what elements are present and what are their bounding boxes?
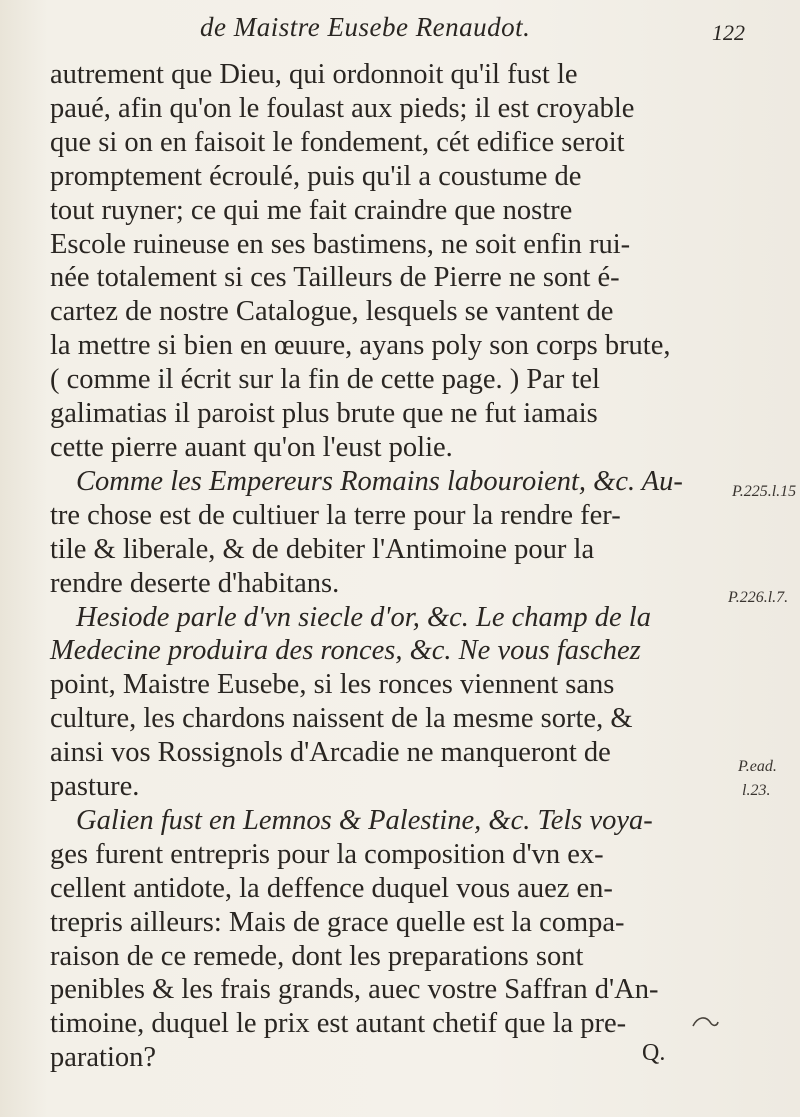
text-line: paration? <box>50 1042 157 1074</box>
text-line: que si on en faisoit le fondement, cét edifice seroit <box>50 126 625 158</box>
text-line: tout ruyner; ce qui me fait craindre que nostre <box>50 194 573 226</box>
catchword: Q. <box>642 1040 666 1066</box>
catchword-flourish-icon <box>690 1010 720 1034</box>
text-line: la mettre si bien en œuure, ayans poly son corps brute, <box>50 330 671 362</box>
text-line: rendre deserte d'habitans. <box>50 567 340 599</box>
text-line: point, Maistre Eusebe, si les ronces viennent sans <box>50 669 615 701</box>
text-line: pasture. <box>50 771 140 803</box>
margin-note: P.225.l.15 <box>732 483 797 500</box>
text-line: penibles & les frais grands, auec vostre Saffran d'An- <box>50 974 659 1006</box>
text-line: trepris ailleurs: Mais de grace quelle est la compa- <box>50 906 625 938</box>
text-line: ges furent entrepris pour la composition d'vn ex- <box>50 838 604 870</box>
text-line: ( comme il écrit sur la fin de cette page. ) Par tel <box>50 364 600 396</box>
text-line: cartez de nostre Catalogue, lesquels se vantent de <box>50 296 614 328</box>
text-line: cette pierre auant qu'on l'eust polie. <box>50 431 453 463</box>
text-line: timoine, duquel le prix est autant chetif que la pre- <box>50 1008 627 1040</box>
text-line: Escole ruineuse en ses bastimens, ne soit enfin rui- <box>50 228 631 260</box>
text-line: raison de ce remede, dont les preparations sont <box>50 940 584 972</box>
text-line: tile & liberale, & de debiter l'Antimoine pour la <box>50 533 595 565</box>
margin-note: l.23. <box>742 782 771 799</box>
margin-note: P.ead. <box>738 758 777 775</box>
text-line: culture, les chardons naissent de la mesme sorte, & <box>50 703 633 735</box>
text-line: paué, afin qu'on le foulast aux pieds; il est croyable <box>50 92 635 124</box>
margin-note: P.226.l.7. <box>728 589 789 606</box>
text-line: autrement que Dieu, qui ordonnoit qu'il fust le <box>50 59 578 90</box>
text-line: née totalement si ces Tailleurs de Pierre ne sont é- <box>50 262 620 294</box>
page-number: 122 <box>712 20 745 45</box>
text-line: tre chose est de cultiuer la terre pour la rendre fer- <box>50 499 621 531</box>
text-line: ainsi vos Rossignols d'Arcadie ne manqueront de <box>50 737 611 769</box>
text-line-quotation: Comme les Empereurs Romains labouroient, &c. Au- <box>76 465 683 497</box>
body-text <box>50 58 760 1075</box>
text-line-quotation: Galien fust en Lemnos & Palestine, &c. Tels voya- <box>76 804 653 836</box>
running-title: de Maistre Eusebe Renaudot. <box>200 12 531 42</box>
text-line: cellent antidote, la deffence duquel vous auez en- <box>50 872 613 904</box>
text-line-quotation: Hesiode parle d'vn siecle d'or, &c. Le champ de la <box>76 601 651 633</box>
text-line: galimatias il paroist plus brute que ne fut iamais <box>50 398 598 430</box>
text-line-quotation: Medecine produira des ronces, &c. Ne vous faschez <box>50 635 641 667</box>
text-line: promptement écroulé, puis qu'il a coustume de <box>50 160 582 192</box>
